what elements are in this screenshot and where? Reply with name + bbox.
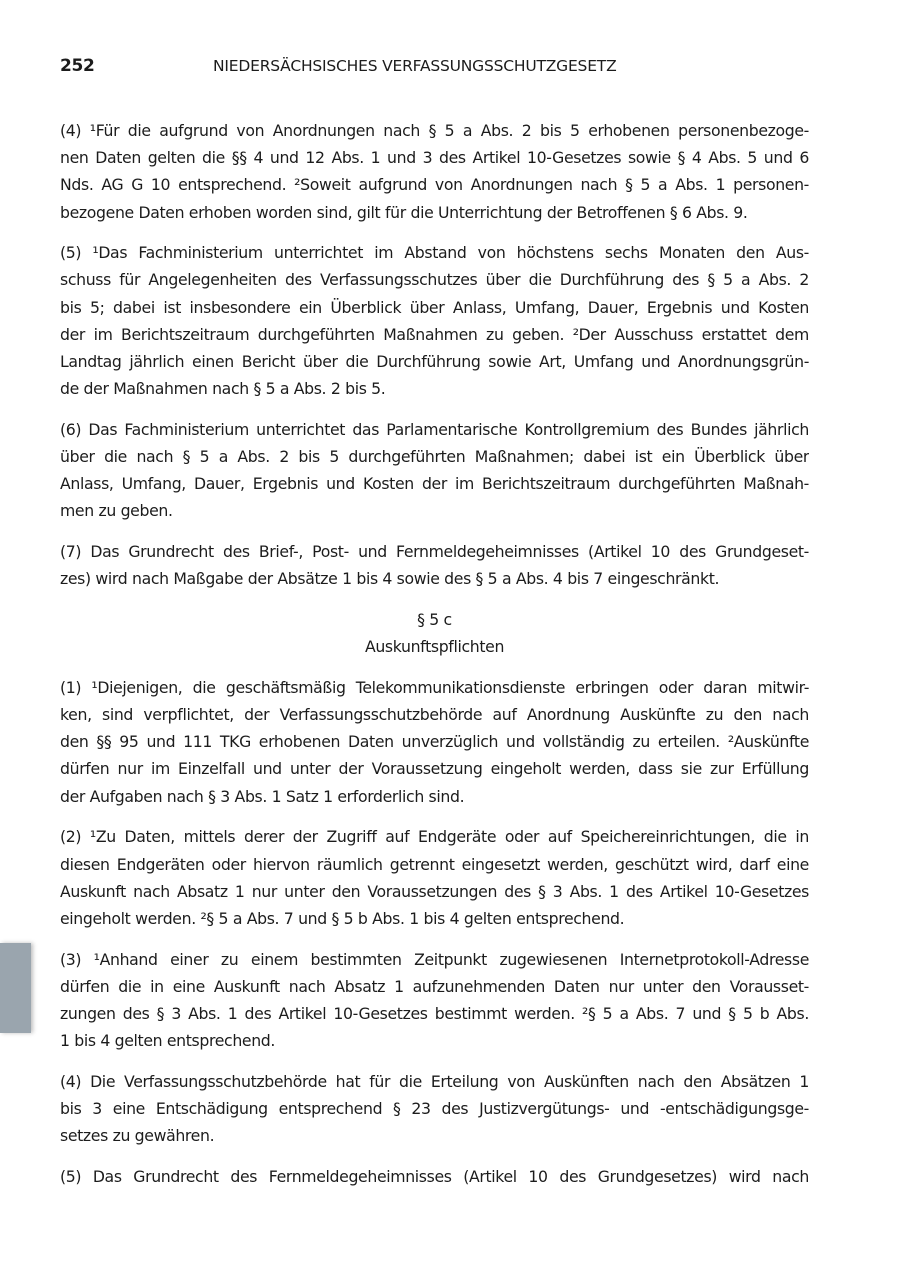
text-line: de der Maßnahmen nach § 5 a Abs. 2 bis 5. bbox=[60, 379, 386, 399]
text-line: ken, sind verpflichtet, der Verfassungsschutzbehörde auf Anordnung Auskünfte zu den nach bbox=[60, 705, 809, 725]
page-number: 252 bbox=[60, 56, 95, 76]
document-body bbox=[60, 117, 809, 1204]
text-line: dürfen nur im Einzelfall und unter der Voraussetzung eingeholt werden, dass sie zur Erfüllung bbox=[60, 759, 809, 779]
text-line: nen Daten gelten die §§ 4 und 12 Abs. 1 und 3 des Artikel 10-Gesetzes sowie § 4 Abs. 5 und 6 bbox=[60, 148, 809, 168]
text-line: Anlass, Umfang, Dauer, Ergebnis und Kosten der im Berichtszeitraum durchgeführten Maßnah- bbox=[60, 474, 809, 494]
paragraph bbox=[60, 1068, 809, 1150]
text-line: Auskunft nach Absatz 1 nur unter den Voraussetzungen des § 3 Abs. 1 des Artikel 10-Gesetzes bbox=[60, 881, 809, 901]
paragraph bbox=[60, 239, 809, 402]
section-heading bbox=[60, 606, 809, 660]
thumb-index-tab bbox=[0, 943, 31, 1033]
paragraph bbox=[60, 538, 809, 592]
text-line: zes) wird nach Maßgabe der Absätze 1 bis 4 sowie des § 5 a Abs. 4 bis 7 eingeschränkt. bbox=[60, 569, 720, 589]
text-line: (5) ¹Das Fachministerium unterrichtet im Abstand von höchstens sechs Monaten den Aus- bbox=[60, 243, 809, 263]
text-line: (6) Das Fachministerium unterrichtet das Parlamentarische Kontrollgremium des Bundes jährlich bbox=[60, 419, 809, 439]
text-line: über die nach § 5 a Abs. 2 bis 5 durchgeführten Maßnahmen; dabei ist ein Überblick über bbox=[60, 447, 809, 467]
text-line: zungen des § 3 Abs. 1 des Artikel 10-Gesetzes bestimmt werden. ²§ 5 a Abs. 7 und § 5 b Abs. bbox=[60, 1003, 809, 1023]
text-line: dürfen die in eine Auskunft nach Absatz 1 aufzunehmenden Daten nur unter den Vorausset- bbox=[60, 976, 809, 996]
text-line: (2) ¹Zu Daten, mittels derer der Zugriff auf Endgeräte oder auf Speichereinrichtungen, die in bbox=[60, 827, 809, 847]
text-line: 1 bis 4 gelten entsprechend. bbox=[60, 1031, 276, 1051]
text-line: Landtag jährlich einen Bericht über die Durchführung sowie Art, Umfang und Anordnungsgrün- bbox=[60, 352, 809, 371]
section-title: Auskunftspflichten bbox=[364, 637, 505, 657]
text-line: bezogene Daten erhoben worden sind, gilt für die Unterrichtung der Betroffenen § 6 Abs. 9. bbox=[60, 202, 748, 222]
section-number: § 5 c bbox=[417, 610, 452, 629]
text-line: (1) ¹Diejenigen, die geschäftsmäßig Telekommunikationsdienste erbringen oder daran mitwir- bbox=[60, 677, 809, 697]
text-line: schuss für Angelegenheiten des Verfassungsschutzes über die Durchführung des § 5 a Abs. 2 bbox=[60, 270, 809, 290]
paragraph bbox=[60, 416, 809, 525]
text-line: der Aufgaben nach § 3 Abs. 1 Satz 1 erforderlich sind. bbox=[60, 786, 465, 806]
text-line: setzes zu gewähren. bbox=[60, 1126, 215, 1146]
paragraph bbox=[60, 823, 809, 932]
paragraph bbox=[60, 117, 809, 226]
text-line: men zu geben. bbox=[60, 501, 173, 521]
text-line: der im Berichtszeitraum durchgeführten Maßnahmen zu geben. ²Der Ausschuss erstattet dem bbox=[60, 324, 809, 344]
paragraph bbox=[60, 1163, 809, 1190]
text-line: (3) ¹Anhand einer zu einem bestimmten Zeitpunkt zugewiesenen Internetprotokoll-Adresse bbox=[60, 949, 809, 969]
text-line: (7) Das Grundrecht des Brief-, Post- und Fernmeldegeheimnisses (Artikel 10 des Grundgeset- bbox=[60, 542, 809, 562]
running-title: NIEDERSÄCHSISCHES VERFASSUNGSSCHUTZGESETZ bbox=[213, 57, 617, 75]
text-line: den §§ 95 und 111 TKG erhobenen Daten unverzüglich und vollständig zu erteilen. ²Auskünfte bbox=[60, 732, 809, 752]
text-line: (5) Das Grundrecht des Fernmeldegeheimnisses (Artikel 10 des Grundgesetzes) wird nach bbox=[60, 1166, 809, 1186]
paragraph bbox=[60, 946, 809, 1055]
text-line: bis 5; dabei ist insbesondere ein Überblick über Anlass, Umfang, Dauer, Ergebnis und Kosten bbox=[60, 297, 809, 317]
paragraph bbox=[60, 674, 809, 810]
text-line: bis 3 eine Entschädigung entsprechend § 23 des Justizvergütungs- und -entschädigungsge- bbox=[60, 1099, 809, 1118]
text-line: (4) Die Verfassungsschutzbehörde hat für die Erteilung von Auskünften nach den Absätzen 1 bbox=[60, 1071, 809, 1091]
text-line: (4) ¹Für die aufgrund von Anordnungen nach § 5 a Abs. 2 bis 5 erhobenen personenbezoge- bbox=[60, 121, 809, 140]
text-line: Nds. AG G 10 entsprechend. ²Soweit aufgrund von Anordnungen nach § 5 a Abs. 1 personen- bbox=[60, 175, 809, 195]
text-line: diesen Endgeräten oder hiervon räumlich getrennt eingesetzt werden, geschützt wird, darf eine bbox=[60, 854, 809, 874]
text-line: eingeholt werden. ²§ 5 a Abs. 7 und § 5 b Abs. 1 bis 4 gelten entsprechend. bbox=[60, 908, 625, 928]
